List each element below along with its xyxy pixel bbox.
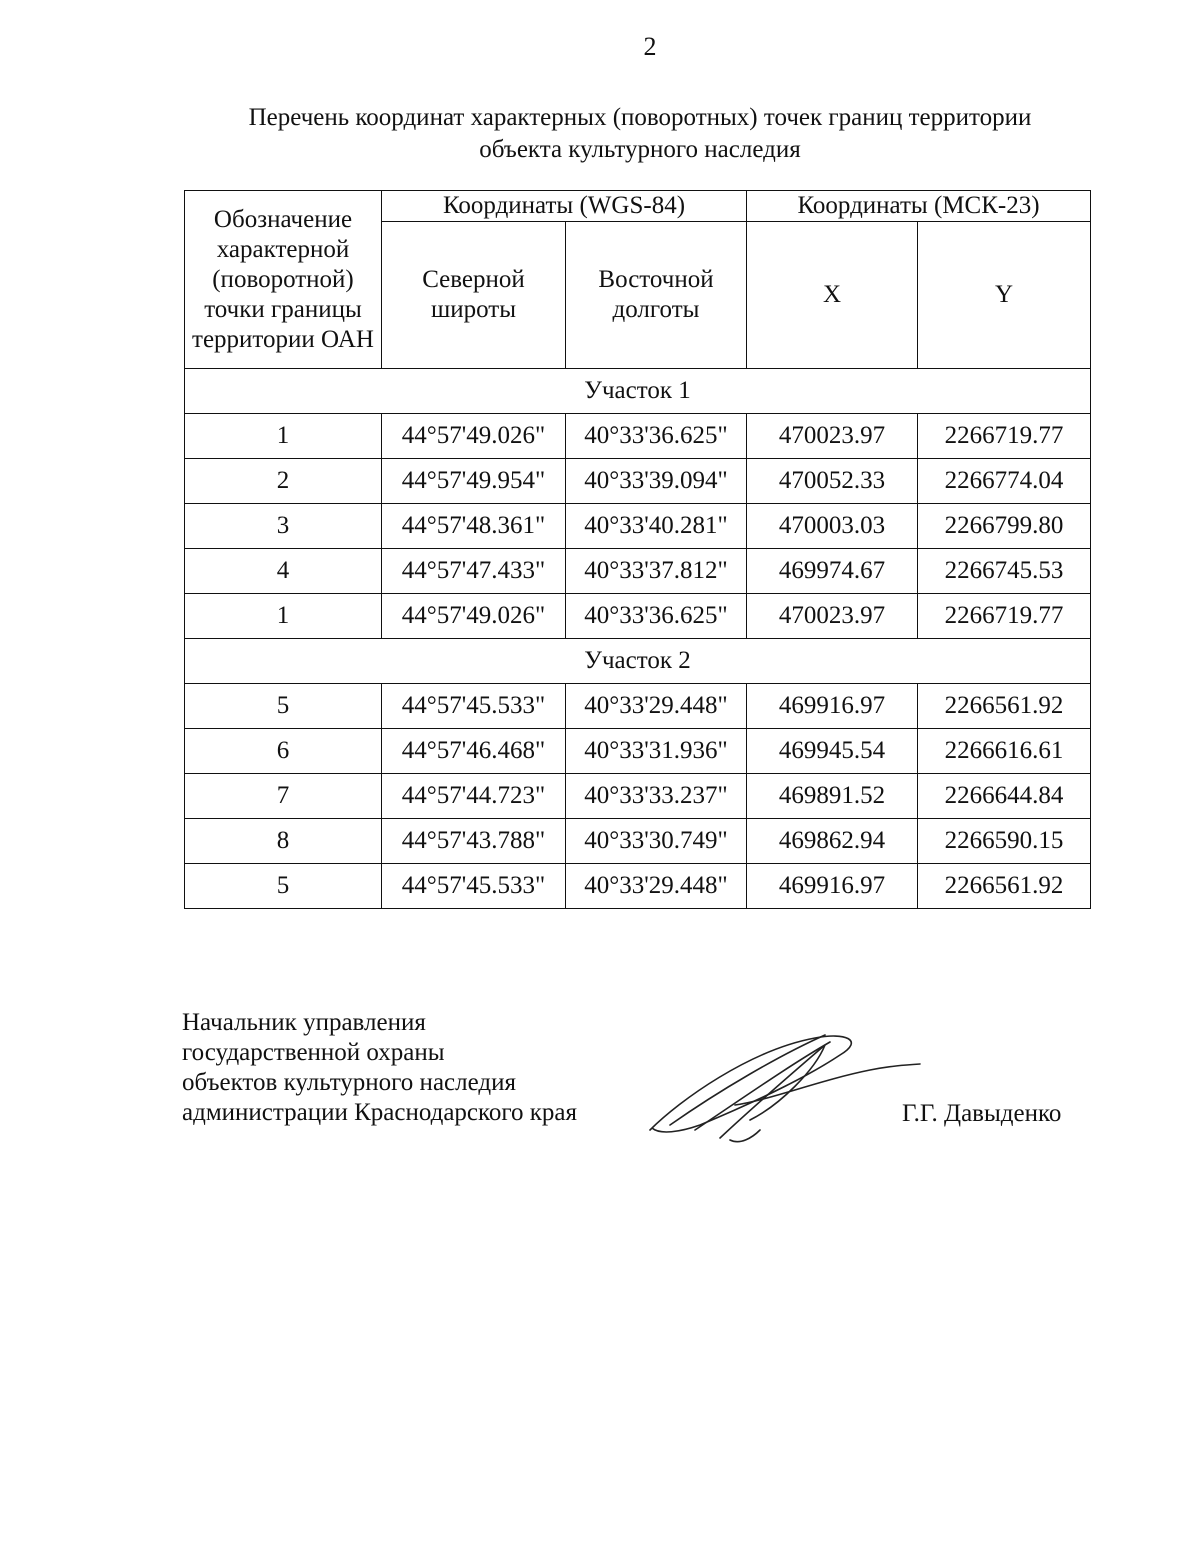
cell-point: 8 <box>185 819 382 864</box>
cell-point: 5 <box>185 864 382 909</box>
position-line: государственной охраны <box>182 1039 445 1066</box>
cell-point: 3 <box>185 504 382 549</box>
cell-latitude: 44°57'43.788" <box>382 819 566 864</box>
table-row <box>185 459 1091 504</box>
cell-y: 2266774.04 <box>918 459 1091 504</box>
cell-longitude: 40°33'31.936" <box>566 729 747 774</box>
cell-latitude: 44°57'48.361" <box>382 504 566 549</box>
cell-latitude: 44°57'47.433" <box>382 549 566 594</box>
title-line-1: Перечень координат характерных (поворотных) точек границ территории <box>248 104 1032 131</box>
cell-y: 2266561.92 <box>918 864 1091 909</box>
cell-x: 469862.94 <box>747 819 918 864</box>
table-row <box>185 819 1091 864</box>
table-row <box>185 414 1091 459</box>
cell-latitude: 44°57'49.026" <box>382 414 566 459</box>
cell-point: 2 <box>185 459 382 504</box>
header-msk23-group: Координаты (МСК-23) <box>747 191 1091 222</box>
cell-latitude: 44°57'45.533" <box>382 684 566 729</box>
cell-y: 2266799.80 <box>918 504 1091 549</box>
table-row <box>185 684 1091 729</box>
cell-x: 469916.97 <box>747 684 918 729</box>
header-y: Y <box>918 222 1091 369</box>
signer-position <box>182 1008 577 1128</box>
cell-y: 2266644.84 <box>918 774 1091 819</box>
table-row <box>185 594 1091 639</box>
cell-point: 1 <box>185 594 382 639</box>
table-row <box>185 549 1091 594</box>
cell-longitude: 40°33'37.812" <box>566 549 747 594</box>
position-line: администрации Краснодарского края <box>182 1099 578 1126</box>
table-row <box>185 774 1091 819</box>
cell-longitude: 40°33'29.448" <box>566 864 747 909</box>
cell-x: 469945.54 <box>747 729 918 774</box>
header-point-designation: Обозначение характерной (поворотной) точки границы территории ОАН <box>185 191 382 369</box>
cell-latitude: 44°57'46.468" <box>382 729 566 774</box>
title-line-2: объекта культурного наследия <box>479 136 801 163</box>
cell-y: 2266745.53 <box>918 549 1091 594</box>
header-wgs84-group: Координаты (WGS-84) <box>382 191 747 222</box>
cell-longitude: 40°33'39.094" <box>566 459 747 504</box>
cell-point: 7 <box>185 774 382 819</box>
position-line: Начальник управления <box>182 1009 426 1036</box>
signer-name: Г.Г. Давыденко <box>902 1100 1062 1127</box>
cell-x: 469891.52 <box>747 774 918 819</box>
cell-y: 2266561.92 <box>918 684 1091 729</box>
cell-point: 1 <box>185 414 382 459</box>
header-x: X <box>747 222 918 369</box>
cell-latitude: 44°57'49.026" <box>382 594 566 639</box>
cell-point: 4 <box>185 549 382 594</box>
cell-latitude: 44°57'44.723" <box>382 774 566 819</box>
table-row <box>185 504 1091 549</box>
header-east-longitude: Восточной долготы <box>566 222 747 369</box>
cell-longitude: 40°33'30.749" <box>566 819 747 864</box>
handwritten-signature <box>640 1020 930 1150</box>
cell-x: 470003.03 <box>747 504 918 549</box>
cell-x: 470052.33 <box>747 459 918 504</box>
cell-point: 6 <box>185 729 382 774</box>
cell-longitude: 40°33'36.625" <box>566 594 747 639</box>
cell-y: 2266719.77 <box>918 414 1091 459</box>
document-title <box>140 102 1140 166</box>
cell-longitude: 40°33'29.448" <box>566 684 747 729</box>
table-row <box>185 864 1091 909</box>
cell-longitude: 40°33'33.237" <box>566 774 747 819</box>
coordinates-table <box>184 190 1091 909</box>
cell-x: 470023.97 <box>747 594 918 639</box>
cell-x: 469974.67 <box>747 549 918 594</box>
position-line: объектов культурного наследия <box>182 1069 516 1096</box>
page-number: 2 <box>643 32 657 61</box>
cell-y: 2266590.15 <box>918 819 1091 864</box>
header-north-latitude: Северной широты <box>382 222 566 369</box>
section-label: Участок 2 <box>185 639 1091 684</box>
cell-latitude: 44°57'49.954" <box>382 459 566 504</box>
section-label: Участок 1 <box>185 369 1091 414</box>
cell-longitude: 40°33'36.625" <box>566 414 747 459</box>
cell-longitude: 40°33'40.281" <box>566 504 747 549</box>
cell-point: 5 <box>185 684 382 729</box>
table-row <box>185 729 1091 774</box>
cell-x: 470023.97 <box>747 414 918 459</box>
cell-y: 2266616.61 <box>918 729 1091 774</box>
cell-x: 469916.97 <box>747 864 918 909</box>
cell-latitude: 44°57'45.533" <box>382 864 566 909</box>
cell-y: 2266719.77 <box>918 594 1091 639</box>
